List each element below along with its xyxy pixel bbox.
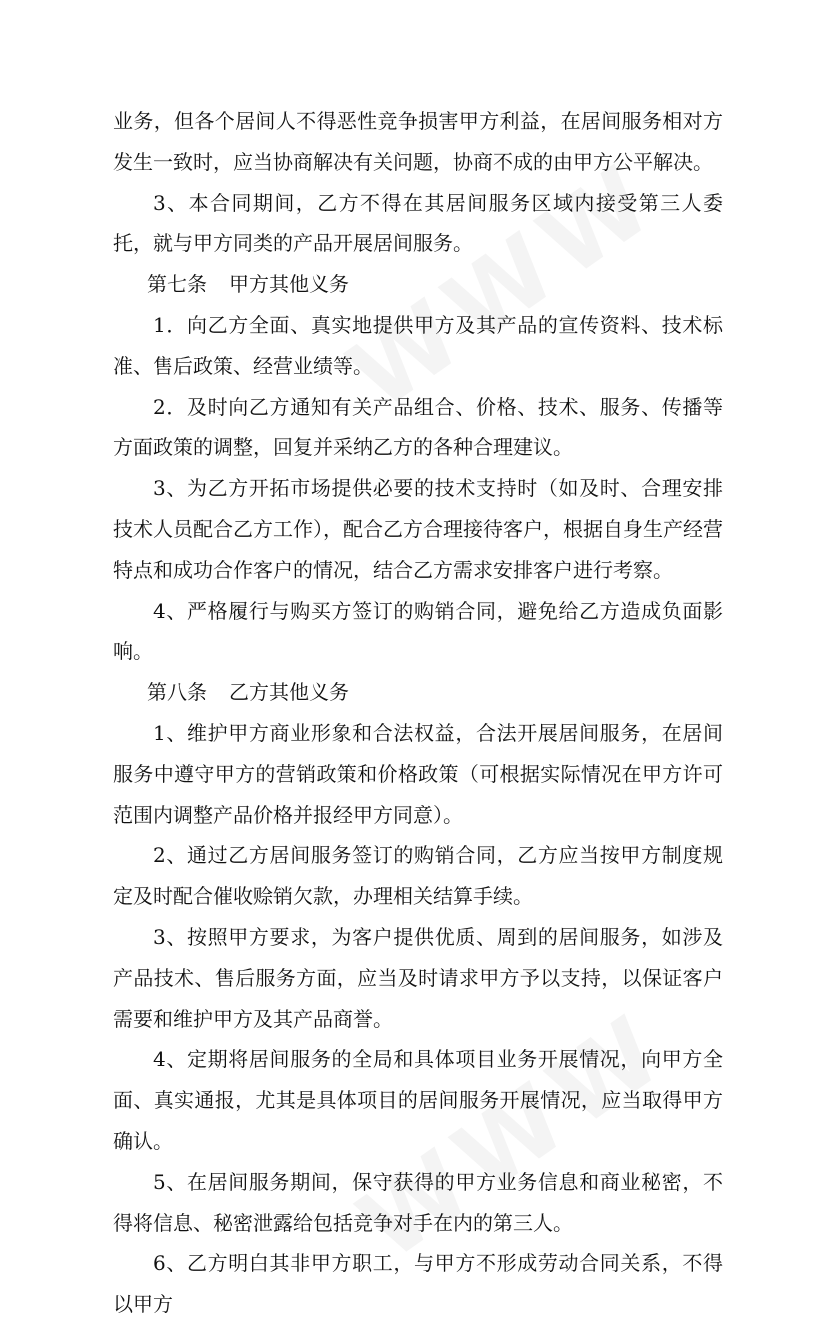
paragraph: 3、为乙方开拓市场提供必要的技术支持时（如及时、合理安排技术人员配合乙方工作），配合乙方合理接待客户，根据自身生产经营特点和成功合作客户的情况，结合乙方需求安排客户进行考察。 <box>113 476 723 582</box>
article-heading <box>113 264 723 305</box>
paragraph: 1、维护甲方商业形象和合法权益，合法开展居间服务，在居间服务中遵守甲方的营销政策和价格政策（可根据实际情况在甲方许可范围内调整产品价格并报经甲方同意）。 <box>113 720 723 827</box>
paragraph: 2．及时向乙方通知有关产品组合、价格、技术、服务、传播等方面政策的调整，回复并采纳乙方的各种合理建议。 <box>113 394 723 460</box>
paragraph: 5、在居间服务期间，保守获得的甲方业务信息和商业秘密，不得将信息、秘密泄露给包括竞争对手在内的第三人。 <box>113 1169 723 1235</box>
article-number: 第八条 <box>147 680 207 705</box>
paragraph: 6、乙方明白其非甲方职工，与甲方不形成劳动合同关系，不得以甲方 <box>113 1251 723 1317</box>
paragraph: 3、本合同期间，乙方不得在其居间服务区域内接受第三人委托，就与甲方同类的产品开展居间服务。 <box>113 190 723 256</box>
paragraph: 4、定期将居间服务的全局和具体项目业务开展情况，向甲方全面、真实通报，尤其是具体项目的居间服务开展情况，应当取得甲方确认。 <box>113 1047 723 1153</box>
paragraph: 1．向乙方全面、真实地提供甲方及其产品的宣传资料、技术标准、售后政策、经营业绩等。 <box>113 312 723 378</box>
paragraph: 4、严格履行与购买方签订的购销合同，避免给乙方造成负面影响。 <box>113 598 723 664</box>
article-title: 乙方其他义务 <box>229 680 349 705</box>
article-number: 第七条 <box>147 272 207 297</box>
paragraph: 2、通过乙方居间服务签订的购销合同，乙方应当按甲方制度规定及时配合催收赊销欠款，办理相关结算手续。 <box>113 843 723 909</box>
paragraph: 业务，但各个居间人不得恶性竞争损害甲方利益，在居间服务相对方发生一致时，应当协商解决有关问题，协商不成的由甲方公平解决。 <box>113 109 723 174</box>
paragraph: 3、按照甲方要求，为客户提供优质、周到的居间服务，如涉及产品技术、售后服务方面，应当及时请求甲方予以支持，以保证客户需要和维护甲方及其产品商誉。 <box>113 924 723 1031</box>
article-title: 甲方其他义务 <box>229 272 349 297</box>
article-heading <box>113 672 723 713</box>
document-body <box>113 101 723 1325</box>
